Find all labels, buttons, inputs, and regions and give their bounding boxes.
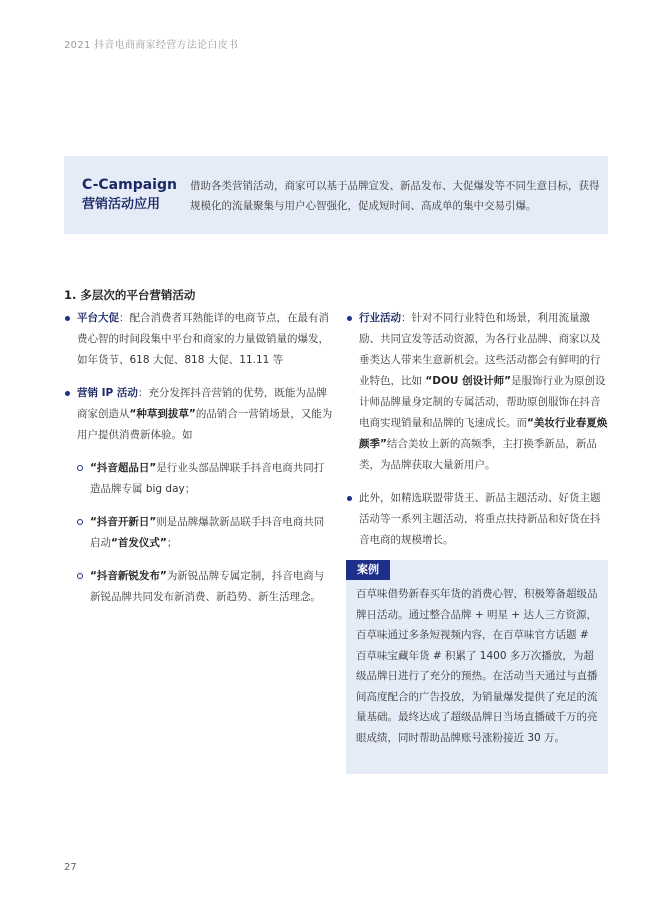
keyword-super-brand-day: “抖音超品日” [90,462,157,474]
banner-title [82,175,178,215]
text-industry-activity: ：针对不同行业特色和场景，利用流量激励、共同宣发等活动资源，为各行业品牌、商家以及垂类达人带来生意新机会。这些活动都会有鲜明的行业特色，比如 [359,312,601,387]
bullet-extra-activities [346,488,608,551]
bullet-ring-icon [77,465,83,471]
keyword-industry-activity: 行业活动 [359,312,401,324]
text-emerging-release: 为新锐品牌专属定制，抖音电商与新锐品牌共同发布新消费、新趋势、新生活理念。 [90,570,325,603]
sub-bullet-new-launch-day [76,512,334,554]
case-text: 百草味借势新春买年货的消费心智，积极筹备超级品牌日活动。通过整合品牌 + 明星 + 达人三方资源，百草味通过多条短视频内容，在百草味官方话题 # 百草味宝藏年货 # 积累了 1400 多万次播放，为超级品牌日进行了充分的预热。在活动当天通过与直播间高度配合的广告投放，为销量爆发提供了充足的流量基础。最终达成了超级品牌日当场直播破千万的亮眼成绩，同时帮助品牌账号涨粉接近 30 万。 [356,588,598,744]
text-super-brand-day: 是行业头部品牌联手抖音电商共同打造品牌专属 big day； [90,462,325,495]
bullet-ring-icon [77,573,83,579]
keyword-dou-designer: “DOU 创设计师” [425,375,511,387]
quote-launch-ceremony: “首发仪式” [111,537,167,549]
keyword-emerging-release: “抖音新锐发布” [90,570,167,582]
text-industry-activity-3: 结合美妆上新的高频季，主打换季新品，新品类，为品牌获取大量新用户。 [359,438,597,471]
text-extra-activities: 此外，如精选联盟带货王、新品主题活动、好货主题活动等一系列主题活动，将重点扶持新品和好货在抖音电商的规模增长。 [359,492,601,546]
bullet-dot-icon [65,316,70,321]
banner-description: 借助各类营销活动，商家可以基于品牌宣发、新品发布、大促爆发等不同生意目标，获得规模化的流量聚集与用户心智强化，促成短时间、高成单的集中交易引爆。 [190,180,600,212]
bullet-marketing-ip [64,383,334,446]
section-heading: 1. 多层次的平台营销活动 [64,288,196,302]
bullet-industry-activity [346,308,608,476]
quote-seed-to-buy: “种草到拔草” [129,408,196,420]
right-column [346,308,608,563]
text-marketing-ip-2: 的品销合一营销场景，又能为用户提供消费新体验。如 [77,408,333,441]
case-study-box [346,560,608,774]
bullet-dot-icon [65,391,70,396]
banner-title-en: C-Campaign [82,177,177,193]
keyword-platform-promo: 平台大促 [77,312,119,324]
banner-title-cn: 营销活动应用 [82,197,161,212]
left-column [64,308,334,620]
bullet-ring-icon [77,519,83,525]
page-number: 27 [64,862,77,873]
text-new-launch-day: 则是品牌爆款新品联手抖音电商共同启动 [90,516,325,549]
text-industry-activity-2: 是服饰行业为原创设计师品牌量身定制的专属活动，帮助原创服饰在抖音电商实现销量和品牌的飞速成长。而 [359,375,606,429]
running-header: 2021 抖音电商商家经营方法论白皮书 [64,40,239,51]
keyword-beauty-season: “美妆行业春夏焕颜季” [359,417,608,450]
section-banner [64,156,608,234]
text-marketing-ip: ：充分发挥抖音营销的优势，既能为品牌商家创造从 [77,387,327,420]
sub-bullet-emerging-release [76,566,334,608]
bullet-dot-icon [347,496,352,501]
text-platform-promo: ：配合消费者耳熟能详的电商节点，在最有消费心智的时间段集中平台和商家的力量做销量的爆发，如年货节、618 大促、818 大促、11.11 等 [77,312,329,366]
case-label: 案例 [346,560,390,580]
bullet-dot-icon [347,316,352,321]
sub-bullet-super-brand-day [76,458,334,500]
keyword-new-launch-day: “抖音开新日” [90,516,157,528]
text-new-launch-day-2: ； [166,537,178,549]
keyword-marketing-ip: 营销 IP 活动 [77,387,138,399]
bullet-platform-promo [64,308,334,371]
